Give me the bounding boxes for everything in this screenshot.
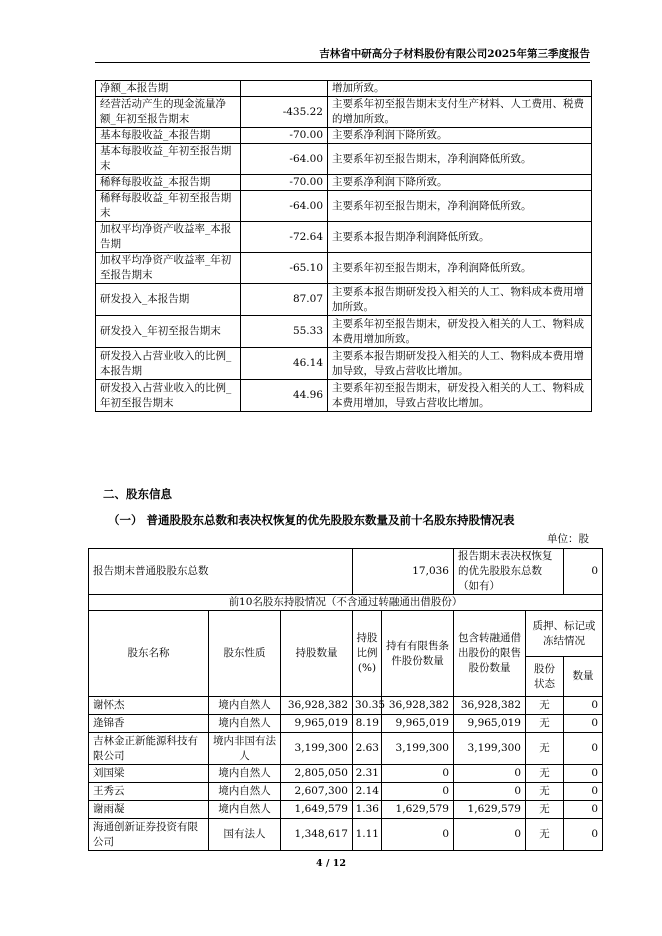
holder-restricted: 9,965,019 — [382, 715, 454, 733]
holder-shares: 2,607,300 — [281, 783, 353, 801]
table-row — [96, 191, 592, 222]
reason-cell: 主要系年初至报告期末支付生产材料、人工费用、税费的增加所致。 — [328, 97, 592, 128]
item-cell: 研发投入_年初至报告期末 — [96, 316, 241, 348]
value-cell: -435.22 — [241, 97, 328, 128]
item-cell: 净额_本报告期 — [96, 81, 241, 97]
table-row — [96, 222, 592, 253]
table-row — [89, 697, 603, 715]
holder-pledge-qty: 0 — [564, 801, 603, 819]
holder-pledge-qty: 0 — [564, 819, 603, 851]
holder-nature: 境内自然人 — [209, 697, 281, 715]
header-rule — [95, 62, 590, 63]
value-cell: -64.00 — [241, 191, 328, 222]
holder-nature: 境内自然人 — [209, 715, 281, 733]
value-cell: -70.00 — [241, 175, 328, 191]
holder-shares: 1,348,617 — [281, 819, 353, 851]
reason-cell: 主要系年初至报告期末，研发投入相关的人工、物料成本费用增加，导致占营收比增加。 — [328, 380, 592, 412]
value-cell: 46.14 — [241, 348, 328, 380]
holder-pledge-qty: 0 — [564, 697, 603, 715]
reason-cell: 主要系本报告期研发投入相关的人工、物料成本费用增加导致，导致占营收比增加。 — [328, 348, 592, 380]
holder-restricted: 36,928,382 — [382, 697, 454, 715]
holder-restricted: 0 — [382, 819, 454, 851]
reason-cell: 主要系净利润下降所致。 — [328, 128, 592, 144]
value-cell: -72.64 — [241, 222, 328, 253]
table-row — [96, 253, 592, 284]
holder-lent: 1,629,579 — [454, 801, 526, 819]
col-header-name: 股东名称 — [89, 611, 209, 697]
holder-pledge-status: 无 — [526, 783, 564, 801]
holder-lent: 0 — [454, 783, 526, 801]
reason-cell: 主要系本报告期研发投入相关的人工、物料成本费用增加所致。 — [328, 284, 592, 316]
change-reason-table — [95, 80, 592, 412]
holder-pledge-qty: 0 — [564, 715, 603, 733]
table-row — [96, 175, 592, 191]
holder-name: 刘国梁 — [89, 765, 209, 783]
holder-nature: 境内自然人 — [209, 765, 281, 783]
col-header-lent: 包含转融通借出股份的限售股份数量 — [454, 611, 526, 697]
table-row — [96, 380, 592, 412]
item-cell: 加权平均净资产收益率_年初至报告期末 — [96, 253, 241, 284]
table-row — [96, 284, 592, 316]
holder-restricted: 0 — [382, 765, 454, 783]
shareholder-table — [88, 548, 603, 851]
holder-shares: 3,199,300 — [281, 733, 353, 765]
holder-pledge-status: 无 — [526, 733, 564, 765]
col-header-pledge: 质押、标记或冻结情况 — [526, 611, 603, 657]
holder-ratio: 1.11 — [353, 819, 382, 851]
holder-lent: 0 — [454, 765, 526, 783]
holder-restricted: 3,199,300 — [382, 733, 454, 765]
holder-name: 吉林金正新能源科技有限公司 — [89, 733, 209, 765]
table-row — [89, 783, 603, 801]
holder-ratio: 2.14 — [353, 783, 382, 801]
item-cell: 稀释每股收益_本报告期 — [96, 175, 241, 191]
section-title: 二、股东信息 — [103, 487, 172, 501]
holder-shares: 1,649,579 — [281, 801, 353, 819]
item-cell: 研发投入占营业收入的比例_本报告期 — [96, 348, 241, 380]
total-holders-label: 报告期末普通股股东总数 — [89, 549, 353, 595]
value-cell: 55.33 — [241, 316, 328, 348]
top10-caption: 前10名股东持股情况（不含通过转融通出借股份） — [89, 595, 603, 611]
table-row — [89, 715, 603, 733]
value-cell: 44.96 — [241, 380, 328, 412]
value-cell: -70.00 — [241, 128, 328, 144]
holder-nature: 境内自然人 — [209, 783, 281, 801]
value-cell: 87.07 — [241, 284, 328, 316]
holder-pledge-qty: 0 — [564, 783, 603, 801]
holder-name: 海通创新证券投资有限公司 — [89, 819, 209, 851]
holder-lent: 3,199,300 — [454, 733, 526, 765]
item-cell: 加权平均净资产收益率_本报告期 — [96, 222, 241, 253]
holder-ratio: 30.35 — [353, 697, 382, 715]
item-cell: 基本每股收益_年初至报告期末 — [96, 144, 241, 175]
col-header-ratio: 持股比例(%) — [353, 611, 382, 697]
reason-cell: 主要系年初至报告期末，净利润降低所致。 — [328, 144, 592, 175]
table-row — [89, 765, 603, 783]
col-header-restricted: 持有有限售条件股份数量 — [382, 611, 454, 697]
holder-nature: 境内自然人 — [209, 801, 281, 819]
holder-lent: 9,965,019 — [454, 715, 526, 733]
holder-nature: 国有法人 — [209, 819, 281, 851]
holder-nature: 境内非国有法人 — [209, 733, 281, 765]
holder-lent: 36,928,382 — [454, 697, 526, 715]
item-cell: 研发投入_本报告期 — [96, 284, 241, 316]
col-header-pledge-status: 股份状态 — [526, 657, 564, 697]
holder-ratio: 2.31 — [353, 765, 382, 783]
table-row — [96, 81, 592, 97]
page-header: 吉林省中研高分子材料股份有限公司2025年第三季度报告 — [319, 48, 590, 60]
holder-name: 谢怀杰 — [89, 697, 209, 715]
reason-cell: 主要系净利润下降所致。 — [328, 175, 592, 191]
table-row — [96, 144, 592, 175]
holder-shares: 36,928,382 — [281, 697, 353, 715]
holder-lent: 0 — [454, 819, 526, 851]
table-row — [89, 801, 603, 819]
holder-name: 逄锦香 — [89, 715, 209, 733]
holder-name: 王秀云 — [89, 783, 209, 801]
holder-ratio: 2.63 — [353, 733, 382, 765]
preferred-holders-label: 报告期末表决权恢复的优先股股东总数（如有） — [454, 549, 564, 595]
holder-restricted: 1,629,579 — [382, 801, 454, 819]
col-header-pledge-qty: 数量 — [564, 657, 603, 697]
holder-shares: 9,965,019 — [281, 715, 353, 733]
item-cell: 稀释每股收益_年初至报告期末 — [96, 191, 241, 222]
holder-pledge-status: 无 — [526, 801, 564, 819]
holder-pledge-status: 无 — [526, 697, 564, 715]
table-row — [89, 733, 603, 765]
item-cell: 基本每股收益_本报告期 — [96, 128, 241, 144]
unit-label: 单位：股 — [547, 533, 589, 545]
table-row — [96, 128, 592, 144]
holder-pledge-status: 无 — [526, 819, 564, 851]
holder-restricted: 0 — [382, 783, 454, 801]
holder-ratio: 1.36 — [353, 801, 382, 819]
subsection-title: （一） 普通股股东总数和表决权恢复的优先股股东数量及前十名股东持股情况表 — [108, 513, 515, 527]
holder-pledge-qty: 0 — [564, 733, 603, 765]
reason-cell: 主要系本报告期净利润降低所致。 — [328, 222, 592, 253]
table-row — [96, 348, 592, 380]
preferred-holders-value: 0 — [564, 549, 603, 595]
value-cell: -64.00 — [241, 144, 328, 175]
value-cell — [241, 81, 328, 97]
col-header-nature: 股东性质 — [209, 611, 281, 697]
col-header-shares: 持股数量 — [281, 611, 353, 697]
total-holders-value: 17,036 — [382, 549, 454, 595]
reason-cell: 增加所致。 — [328, 81, 592, 97]
table-row — [89, 819, 603, 851]
holder-name: 谢雨凝 — [89, 801, 209, 819]
holder-pledge-qty: 0 — [564, 765, 603, 783]
reason-cell: 主要系年初至报告期末，净利润降低所致。 — [328, 191, 592, 222]
page-number: 4 / 12 — [316, 858, 346, 869]
item-cell: 研发投入占营业收入的比例_年初至报告期末 — [96, 380, 241, 412]
reason-cell: 主要系年初至报告期末，研发投入相关的人工、物料成本费用增加所致。 — [328, 316, 592, 348]
item-cell: 经营活动产生的现金流量净额_年初至报告期末 — [96, 97, 241, 128]
holder-shares: 2,805,050 — [281, 765, 353, 783]
table-row — [96, 97, 592, 128]
table-row — [96, 316, 592, 348]
holder-pledge-status: 无 — [526, 715, 564, 733]
value-cell: -65.10 — [241, 253, 328, 284]
holder-pledge-status: 无 — [526, 765, 564, 783]
reason-cell: 主要系年初至报告期末，净利润降低所致。 — [328, 253, 592, 284]
holder-ratio: 8.19 — [353, 715, 382, 733]
